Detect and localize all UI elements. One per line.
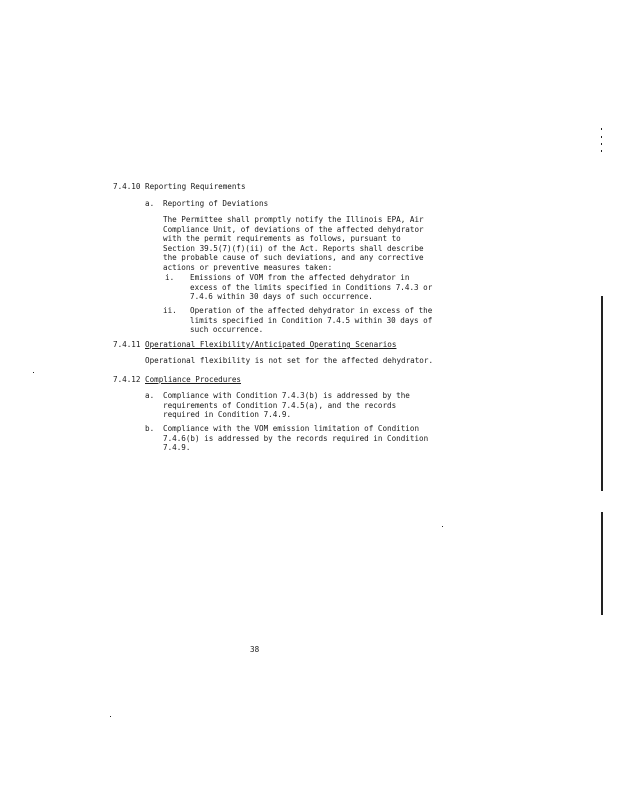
list-item-label: a.	[145, 391, 155, 400]
paragraph-line: Operational flexibility is not set for the affected dehydrator.	[145, 356, 434, 365]
section-number: 7.4.10	[113, 182, 141, 191]
section-number: 7.4.12	[113, 375, 141, 384]
list-item-line: requirements of Condition 7.4.5(a), and the records	[163, 400, 397, 410]
section-number: 7.4.11	[113, 340, 141, 349]
paragraph-line: The Permittee shall promptly notify the Illinois EPA, Air	[163, 215, 424, 224]
page-number: 38	[250, 645, 260, 654]
list-item-line: Emissions of VOM from the affected dehydrator in	[190, 273, 410, 282]
paragraph-line: the probable cause of such deviations, and any corrective	[163, 253, 424, 262]
scan-artifact-speck	[601, 143, 602, 145]
scan-artifact-bar	[601, 512, 603, 615]
section-title: Compliance Procedures	[145, 375, 242, 384]
list-item-label: ii.	[163, 306, 177, 315]
list-item-label: b.	[145, 424, 155, 433]
scan-artifact-speck	[601, 150, 602, 152]
section-title: Reporting Requirements	[145, 182, 246, 191]
list-item-line: 7.4.6(b) is addressed by the records required in Condition	[163, 433, 429, 443]
list-item-line: 7.4.9.	[163, 443, 191, 452]
paragraph-line: Section 39.5(7)(f)(ii) of the Act. Reports shall describe	[163, 243, 424, 253]
list-item-line: 7.4.6 within 30 days of such occurrence.	[190, 292, 373, 301]
paragraph-line: Compliance Unit, of deviations of the affected dehydrator	[163, 224, 424, 234]
section-title: Operational Flexibility/Anticipated Operating Scenarios	[145, 340, 397, 349]
scan-artifact-speck	[110, 716, 111, 717]
list-item-line: Compliance with Condition 7.4.3(b) is addressed by the	[163, 391, 410, 400]
list-item-line: such occurrence.	[190, 325, 264, 334]
list-item-line: Compliance with the VOM emission limitation of Condition	[163, 424, 420, 433]
list-item-line: required in Condition 7.4.9.	[163, 410, 292, 419]
scan-artifact-speck	[442, 526, 443, 527]
paragraph-line: with the permit requirements as follows, pursuant to	[163, 234, 401, 243]
scan-artifact-speck	[601, 128, 602, 130]
subsection-title: Reporting of Deviations	[163, 199, 269, 208]
scan-artifact-bar	[601, 296, 603, 491]
subsection-label: a.	[145, 199, 155, 208]
list-item-line: excess of the limits specified in Conditions 7.4.3 or	[190, 282, 433, 292]
list-item-label: i.	[165, 273, 175, 282]
scan-artifact-speck	[601, 136, 602, 138]
list-item-line: Operation of the affected dehydrator in excess of the	[190, 306, 433, 315]
scan-artifact-speck	[33, 372, 34, 373]
list-item-line: limits specified in Condition 7.4.5 within 30 days of	[190, 315, 433, 325]
paragraph-line: actions or preventive measures taken:	[163, 262, 333, 272]
